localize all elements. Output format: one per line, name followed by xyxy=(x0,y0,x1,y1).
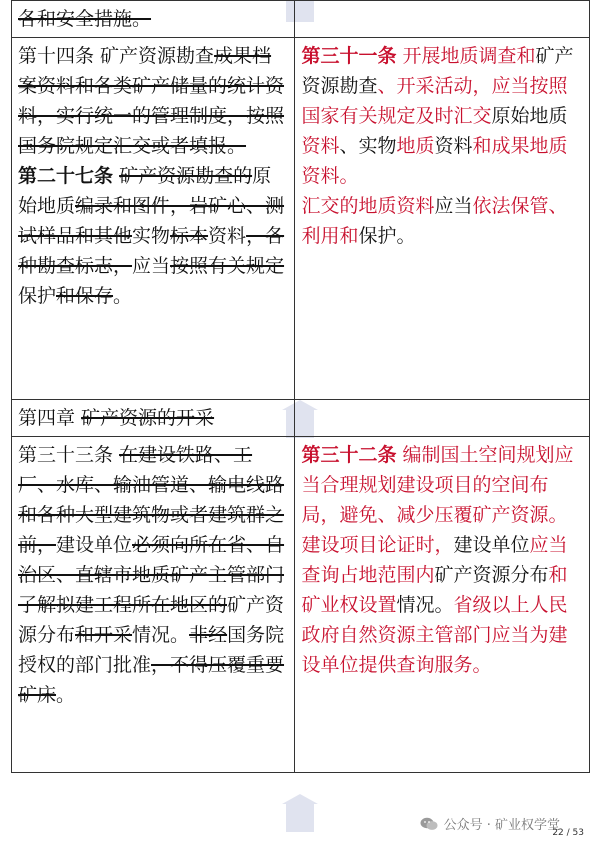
retained-text: 实物 xyxy=(132,225,171,247)
added-text: 应当查询占地范围内 xyxy=(301,534,568,586)
deleted-text: 非经 xyxy=(189,624,228,646)
deleted-text: ，各种勘查标志， xyxy=(18,225,285,277)
retained-text: 应当 xyxy=(132,255,171,277)
deleted-text: 在建设铁路、工厂、水库、输油管道、输电线路和各种大型建筑物或者建筑群之前， xyxy=(18,444,285,556)
added-text: 、开采活动，应当按照国家有关规定及时汇交 xyxy=(301,75,568,127)
retained-text: 第三十三条 xyxy=(18,444,120,466)
retained-text: 国务院授权的部门批准 xyxy=(18,624,285,676)
building-watermark-icon xyxy=(278,792,322,836)
deleted-text: 和保存 xyxy=(56,285,114,307)
retained-text: 第四章 xyxy=(18,407,82,429)
added-text: 地质 xyxy=(396,135,435,157)
retained-text: 建设单位 xyxy=(56,534,133,556)
old-text-cell xyxy=(12,38,295,400)
retained-text: 保护。 xyxy=(358,225,416,247)
article-33-old xyxy=(18,440,288,710)
deleted-text: 矿产资源的开采 xyxy=(81,407,215,429)
chapter-heading-cell xyxy=(12,400,295,437)
old-text-cell xyxy=(12,437,295,773)
deleted-text: 标本 xyxy=(170,225,209,247)
table-row xyxy=(12,38,590,400)
added-text: 第三十一条 xyxy=(301,45,397,67)
comparison-table xyxy=(11,0,590,773)
retained-text: 应当 xyxy=(434,195,473,217)
added-text: 第三十二条 xyxy=(301,444,397,466)
added-text: 依法保管、利用和 xyxy=(301,195,568,247)
page-number: 22 / 53 xyxy=(552,828,584,838)
article-14-old xyxy=(18,41,288,161)
added-text: 省级以上人民政府自然资源主管部门应当为建设单位提供查询服务。 xyxy=(301,594,568,676)
new-text-cell xyxy=(295,38,590,400)
retained-text: 资料 xyxy=(434,135,473,157)
new-text-cell xyxy=(295,1,590,38)
added-text: 汇交的地质资料 xyxy=(301,195,435,217)
added-text: 和成果地质资料。 xyxy=(301,135,568,187)
retained-text: 建设单位 xyxy=(453,534,530,556)
retained-text: 。 xyxy=(113,285,133,307)
chapter-heading xyxy=(18,407,214,429)
table-row xyxy=(12,400,590,437)
deleted-text: 和开采 xyxy=(75,624,133,646)
footer-source xyxy=(420,814,560,833)
article-31-new xyxy=(301,41,583,191)
retained-text: 矿产资源分布 xyxy=(18,594,285,646)
new-text-cell xyxy=(295,400,590,437)
deleted-text: 各和安全措施。 xyxy=(18,8,152,30)
retained-text: 情况。 xyxy=(132,624,190,646)
deleted-text: 必须向所在省、自治区、直辖市地质矿产主管部门了解拟建工程所在地区的 xyxy=(18,534,285,616)
text-block xyxy=(18,8,151,30)
added-text: 编制国土空间规划应当合理规划建设项目的空间布局，避免、减少压覆矿产资源。 xyxy=(301,444,574,526)
source-label: 公众号 · 矿业权学堂 xyxy=(443,818,560,833)
retained-text: 原始地质 xyxy=(491,105,568,127)
deleted-text: ，不得压覆重要矿床 xyxy=(18,654,285,706)
retained-text: 情况。 xyxy=(396,594,454,616)
added-text: 建设项目论证时， xyxy=(301,534,454,556)
retained-text: 第十四条 矿产资源勘查 xyxy=(18,45,215,67)
article-32-new xyxy=(301,440,583,530)
added-text: 资料 xyxy=(301,135,340,157)
table-row xyxy=(12,437,590,773)
retained-text: 资料 xyxy=(208,225,247,247)
added-text: 和矿业权设置 xyxy=(301,564,568,616)
deleted-text: 按照有关规定 xyxy=(170,255,285,277)
article-27-old xyxy=(18,161,288,311)
retained-text: 原始地质 xyxy=(18,165,272,217)
new-text-cell xyxy=(295,437,590,773)
retained-text: 保护 xyxy=(18,285,57,307)
retained-text: 。 xyxy=(56,684,76,706)
wechat-icon xyxy=(420,817,438,831)
article-31-new-para2 xyxy=(301,191,583,251)
retained-text: 矿产资源勘查 xyxy=(301,45,574,97)
retained-text: 矿产资源分布 xyxy=(434,564,549,586)
added-text: 开展地质调查和 xyxy=(396,45,536,67)
table-row xyxy=(12,1,590,38)
article-32-new-para2 xyxy=(301,530,583,680)
old-text-cell xyxy=(12,1,295,38)
deleted-text: 矿产资源勘查的 xyxy=(119,165,253,187)
deleted-text: 成果档案资料和各类矿产储量的统计资料，实行统一的管理制度，按照国务院规定汇交或者填报。 xyxy=(18,45,285,157)
retained-text: 第二十七条 xyxy=(18,165,114,187)
deleted-text: 编录和图件，岩矿心、测试样品和其他 xyxy=(18,195,285,247)
retained-text: 、实物 xyxy=(339,135,397,157)
